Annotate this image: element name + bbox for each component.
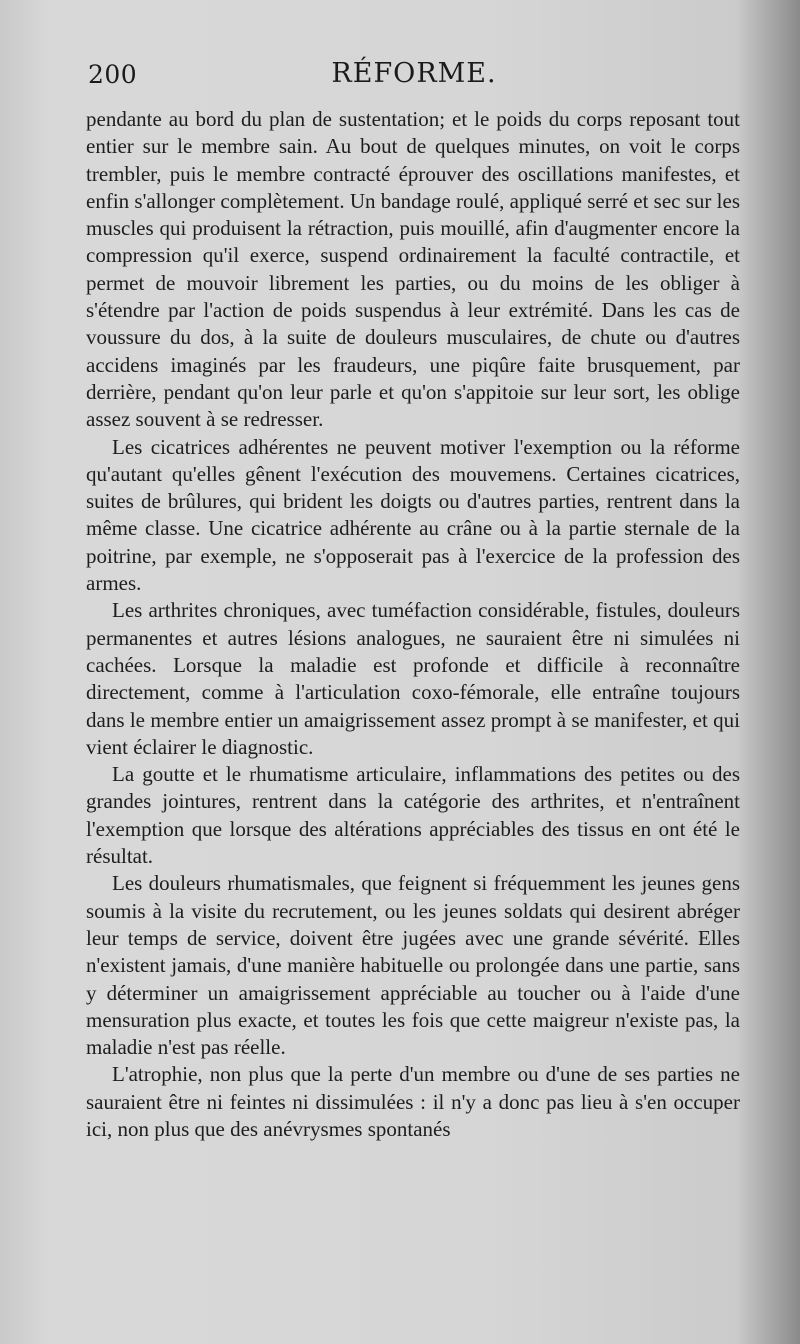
paragraph-arthrites: Les arthrites chroniques, avec tuméfaction considérable, fistules, douleurs permanentes et autres lésions analogues, ne sauraient être ni simulées ni cachées. Lorsque la maladie est profonde et difficile à reconnaître directement, comme à l'articulation coxo-fémorale, elle entraîne toujours dans le membre entier un amaigrissement assez prompt à se manifester, et qui vient éclairer le diagnostic. <box>86 598 740 759</box>
body-text <box>86 106 740 1143</box>
paragraph-continued: pendante au bord du plan de sustentation; et le poids du corps reposant tout entier sur le membre sain. Au bout de quelques minutes, on voit le corps trembler, puis le membre contracté éprouver des oscillations manifestes, et enfin s'allonger complètement. Un bandage roulé, appliqué serré et sec sur les muscles qui produisent la rétraction, puis mouillé, afin d'augmenter encore la compression qu'il exerce, suspend ordinairement la faculté contractile, et permet de mouvoir librement les parties, ou du moins de les obliger à s'étendre par l'action de poids suspendus à leur extrémité. Dans les cas de voussure du dos, à la suite de douleurs musculaires, de chute ou d'autres accidens imaginés par les fraudeurs, une piqûre faite brusquement, par derrière, pendant qu'on leur parle et qu'on s'appitoie sur leur sort, les oblige assez souvent à se redresser. <box>86 107 740 432</box>
page-number: 200 <box>88 60 138 89</box>
paragraph-douleurs-rhumatismales: Les douleurs rhumatismales, que feignent si fréquemment les jeunes gens soumis à la visite du recrutement, ou les jeunes soldats qui desirent abréger leur temps de service, doivent être jugées avec une grande sévérité. Elles n'existent jamais, d'une manière habituelle ou prolongée dans une partie, sans y déterminer un amaigrissement appréciable au toucher ou à l'aide d'une mensuration plus exacte, et toutes les fois que cette maigreur n'existe pas, la maladie n'est pas réelle. <box>86 871 740 1060</box>
paragraph-atrophie: L'atrophie, non plus que la perte d'un membre ou d'une de ses parties ne sauraient être ni feintes ni dissimulées : il n'y a donc pas lieu à s'en occuper ici, non plus que des anévrysmes spontanés <box>86 1062 740 1141</box>
running-title: RÉFORME. <box>331 58 497 89</box>
paragraph-cicatrices: Les cicatrices adhérentes ne peuvent motiver l'exemption ou la réforme qu'autant qu'elles gênent l'exécution des mouvemens. Certaines cicatrices, suites de brûlures, qui brident les doigts ou d'autres parties, rentrent dans la même classe. Une cicatrice adhérente au crâne ou à la partie sternale de la poitrine, par exemple, ne s'opposerait pas à l'exercice de la profession des armes. <box>86 434 740 596</box>
page-header <box>88 58 740 98</box>
paragraph-goutte: La goutte et le rhumatisme articulaire, inflammations des petites ou des grandes jointures, rentrent dans la catégorie des arthrites, et n'entraînent l'exemption que lorsque des altérations appréciables des tissus en ont été le résultat. <box>86 762 740 869</box>
